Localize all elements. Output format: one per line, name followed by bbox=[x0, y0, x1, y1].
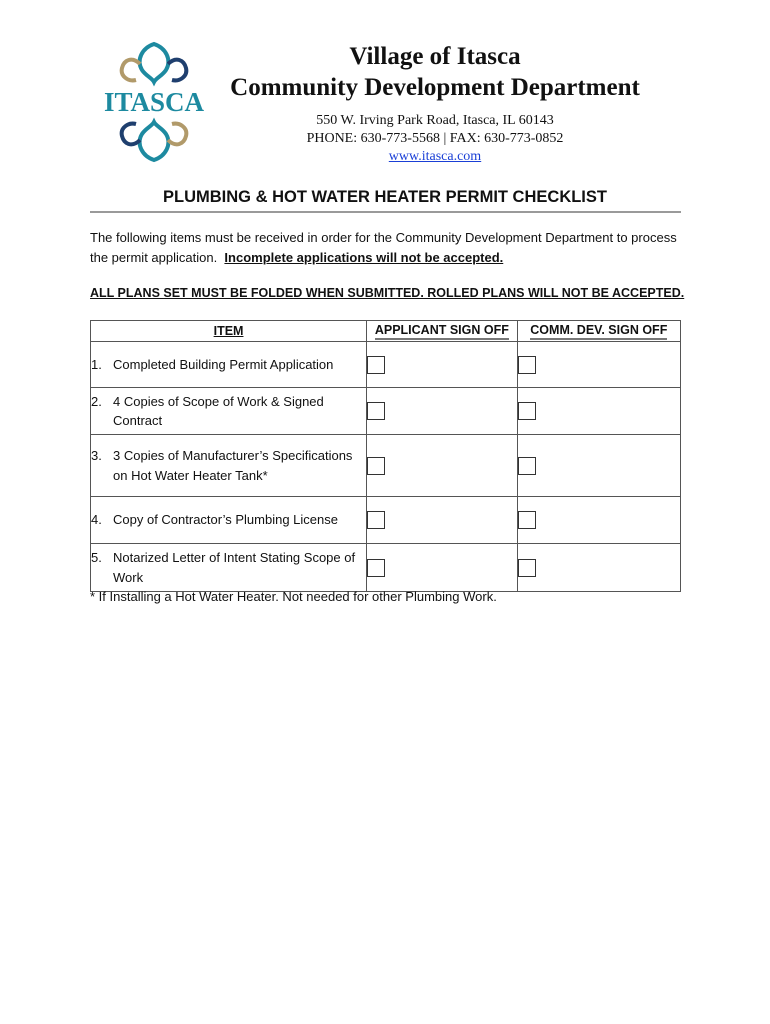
website-link[interactable]: www.itasca.com bbox=[388, 149, 482, 164]
applicant-cell bbox=[367, 435, 518, 497]
table-row bbox=[91, 388, 681, 435]
table-row bbox=[91, 435, 681, 497]
applicant-cell bbox=[367, 388, 518, 435]
page-title: PLUMBING & HOT WATER HEATER PERMIT CHECKLIST bbox=[163, 188, 607, 206]
department-name: Community Development Department bbox=[230, 74, 640, 101]
applicant-cell bbox=[367, 342, 518, 388]
item-text: Copy of Contractor’s Plumbing License bbox=[113, 512, 338, 528]
table-row bbox=[91, 497, 681, 544]
comm-dev-checkbox[interactable] bbox=[518, 511, 536, 529]
item-cell: 2. 4 Copies of Scope of Work & Signed Contract bbox=[91, 388, 367, 435]
comm-dev-checkbox[interactable] bbox=[518, 402, 536, 420]
folded-plans-notice: ALL PLANS SET MUST BE FOLDED WHEN SUBMITTED. ROLLED PLANS WILL NOT BE ACCEPTED. bbox=[90, 286, 685, 300]
org-name: Village of Itasca bbox=[349, 43, 521, 70]
intro-text: The following items must be received in order for the Community Development Department to process the permit application. bbox=[90, 230, 677, 265]
checklist-table bbox=[90, 320, 681, 592]
comm-dev-checkbox[interactable] bbox=[518, 356, 536, 374]
header-comm-dev: COMM. DEV. SIGN OFF bbox=[517, 321, 680, 342]
title-divider bbox=[90, 211, 681, 213]
itasca-logo bbox=[92, 38, 216, 166]
applicant-cell bbox=[367, 497, 518, 544]
applicant-checkbox[interactable] bbox=[367, 559, 385, 577]
comm-dev-checkbox[interactable] bbox=[518, 559, 536, 577]
intro-paragraph bbox=[90, 228, 690, 268]
applicant-checkbox[interactable] bbox=[367, 402, 385, 420]
footnote: * If Installing a Hot Water Heater. Not needed for other Plumbing Work. bbox=[90, 589, 497, 604]
item-cell: 1. Completed Building Permit Application bbox=[91, 342, 367, 388]
phone-fax: PHONE: 630-773-5568 | FAX: 630-773-0852 bbox=[306, 131, 564, 146]
comm-dev-cell bbox=[517, 497, 680, 544]
letterhead bbox=[0, 0, 770, 175]
table-row bbox=[91, 342, 681, 388]
applicant-checkbox[interactable] bbox=[367, 511, 385, 529]
letterhead-text bbox=[230, 42, 640, 166]
header-item: ITEM bbox=[91, 321, 367, 342]
comm-dev-cell bbox=[517, 435, 680, 497]
item-text: 4 Copies of Scope of Work & Signed Contract bbox=[113, 393, 324, 428]
item-cell: 5. Notarized Letter of Intent Stating Scope of Work bbox=[91, 544, 367, 592]
comm-dev-cell bbox=[517, 544, 680, 592]
table-row bbox=[91, 544, 681, 592]
intro-emphasis: Incomplete applications will not be accepted. bbox=[224, 250, 504, 265]
table-header-row bbox=[91, 321, 681, 342]
applicant-cell bbox=[367, 544, 518, 592]
item-text: Completed Building Permit Application bbox=[113, 356, 334, 372]
header-applicant: APPLICANT SIGN OFF bbox=[367, 321, 518, 342]
comm-dev-checkbox[interactable] bbox=[518, 457, 536, 475]
item-text: Notarized Letter of Intent Stating Scope of Work bbox=[113, 550, 356, 585]
item-text: 3 Copies of Manufacturer’s Specifications on Hot Water Heater Tank* bbox=[113, 448, 353, 483]
item-cell: 3. 3 Copies of Manufacturer’s Specifications on Hot Water Heater Tank* bbox=[91, 435, 367, 497]
logo-wordmark: ITASCA bbox=[103, 87, 205, 117]
applicant-checkbox[interactable] bbox=[367, 457, 385, 475]
item-cell: 4. Copy of Contractor’s Plumbing License bbox=[91, 497, 367, 544]
comm-dev-cell bbox=[517, 388, 680, 435]
comm-dev-cell bbox=[517, 342, 680, 388]
address: 550 W. Irving Park Road, Itasca, IL 60143 bbox=[316, 113, 554, 128]
applicant-checkbox[interactable] bbox=[367, 356, 385, 374]
